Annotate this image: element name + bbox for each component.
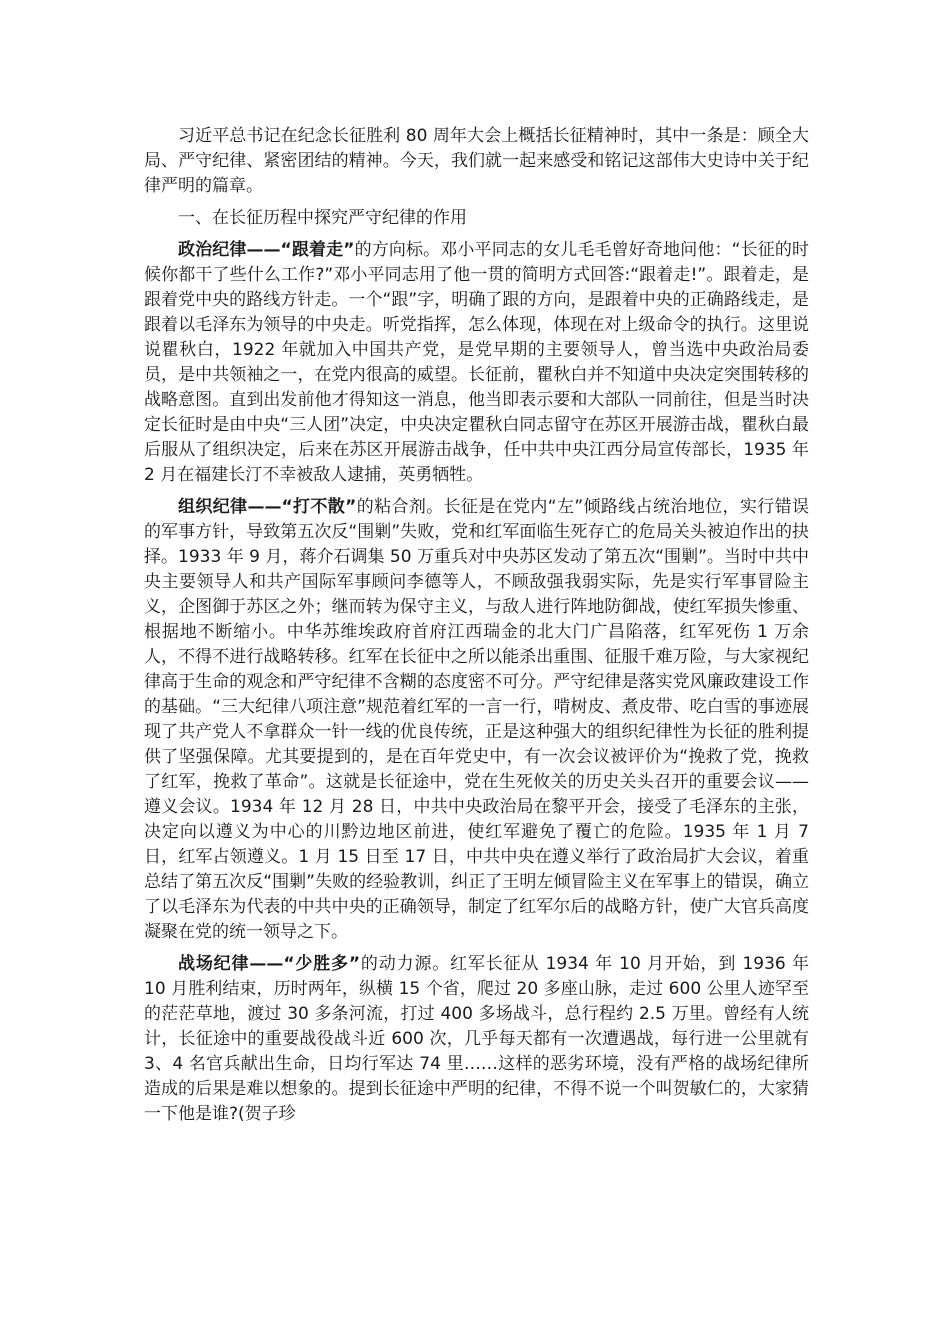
organizational-discipline-body: 的粘合剂。长征是在党内“左”倾路线占统治地位，实行错误的军事方针，导致第五次反“围剿”失败，党和红军面临生死存亡的危局关头被迫作出的抉择。1933 年 9 月，蒋介石调集 50 万重兵对中央苏区发动了第五次“围剿”。当时中共中央主要领导人和共产国际军事顾问李德等人，不顾敌强我弱实际，先是实行军事冒险主义，企图御于苏区之外；继而转为保守主义，与敌人进行阵地防御战，使红军损失惨重、根据地不断缩小。中华苏维埃政府首府江西瑞金的北大门广昌陷落，红军死伤 1 万余人，不得不进行战略转移。红军在长征中之所以能杀出重围、征服千难万险，与大家视纪律高于生命的观念和严守纪律不含糊的态度密不可分。严守纪律是落实党风廉政建设工作的基础。“三大纪律八项注意”规范着红军的一言一行，啃树皮、煮皮带、吃白雪的事迹展现了共产党人不拿群众一针一线的优良传统，正是这种强大的组织纪律性为长征的胜利提供了坚强保障。尤其要提到的，是在百年党史中，有一次会议被评价为“挽救了党，挽救了红军，挽救了革命”。这就是长征途中，党在生死攸关的历史关头召开的重要会议——遵义会议。1934 年 12 月 28 日，中共中央政治局在黎平开会，接受了毛泽东的主张，决定向以遵义为中心的川黔边地区前进，使红军避免了覆亡的危险。1935 年 1 月 7 日，红军占领遵义。1 月 15 日至 17 日，中共中央在遵义举行了政治局扩大会议，着重总结了第五次反“围剿”失败的经验教训，纠正了王明左倾冒险主义在军事上的错误，确立了以毛泽东为代表的中共中央的正确领导，制定了红军尔后的战略方针，使广大官兵高度凝聚在党的统一领导之下。: [144, 497, 809, 942]
battlefield-discipline-paragraph: [144, 952, 809, 1127]
document-page: [144, 124, 809, 1134]
battlefield-discipline-lead: 战场纪律——“少胜多”: [178, 954, 361, 974]
organizational-discipline-paragraph: [144, 495, 809, 945]
political-discipline-body: 的方向标。邓小平同志的女儿毛毛曾好奇地问他：“长征的时候你都干了些什么工作?”邓小平同志用了他一贯的简明方式回答:“跟着走!”。跟着走，是跟着党中央的路线方针走。一个“跟”字，明确了跟的方向，是跟着中央的正确路线走，是跟着以毛泽东为领导的中央走。听党指挥，怎么体现，体现在对上级命令的执行。这里说说瞿秋白，1922 年就加入中国共产党，是党早期的主要领导人，曾当选中央政治局委员，是中共领袖之一，在党内很高的威望。长征前，瞿秋白并不知道中央决定突围转移的战略意图。直到出发前他才得知这一消息，他当即表示要和大部队一同前往，但是当时决定长征时是由中央“三人团”决定，中央决定瞿秋白同志留守在苏区开展游击战，瞿秋白最后服从了组织决定，后来在苏区开展游击战争，任中共中央江西分局宣传部长，1935 年 2 月在福建长汀不幸被敌人逮捕，英勇牺牲。: [144, 240, 809, 485]
political-discipline-lead: 政治纪律——“跟着走”: [178, 240, 355, 260]
section-heading: 一、在长征历程中探究严守纪律的作用: [178, 208, 467, 228]
intro-paragraph: 习近平总书记在纪念长征胜利 80 周年大会上概括长征精神时，其中一条是：顾全大局、严守纪律、紧密团结的精神。今天，我们就一起来感受和铭记这部伟大史诗中关于纪律严明的篇章。: [144, 126, 809, 196]
organizational-discipline-lead: 组织纪律——“打不散”: [178, 497, 357, 517]
battlefield-discipline-body: 的动力源。红军长征从 1934 年 10 月开始，到 1936 年 10 月胜利结束，历时两年，纵横 15 个省，爬过 20 多座山脉，走过 600 公里人迹罕至的茫茫草地，渡过 30 多条河流，打过 400 多场战斗，总行程约 2.5 万里。曾经有人统计，长征途中的重要战役战斗近 600 次，几乎每天都有一次遭遇战，每行进一公里就有 3、4 名官兵献出生命，日均行军达 74 里……这样的恶劣环境，没有严格的战场纪律所造成的后果是难以想象的。提到长征途中严明的纪律，不得不说一个叫贺敏仁的，大家猜一下他是谁?(贺子珍: [144, 954, 809, 1124]
political-discipline-paragraph: [144, 238, 809, 488]
